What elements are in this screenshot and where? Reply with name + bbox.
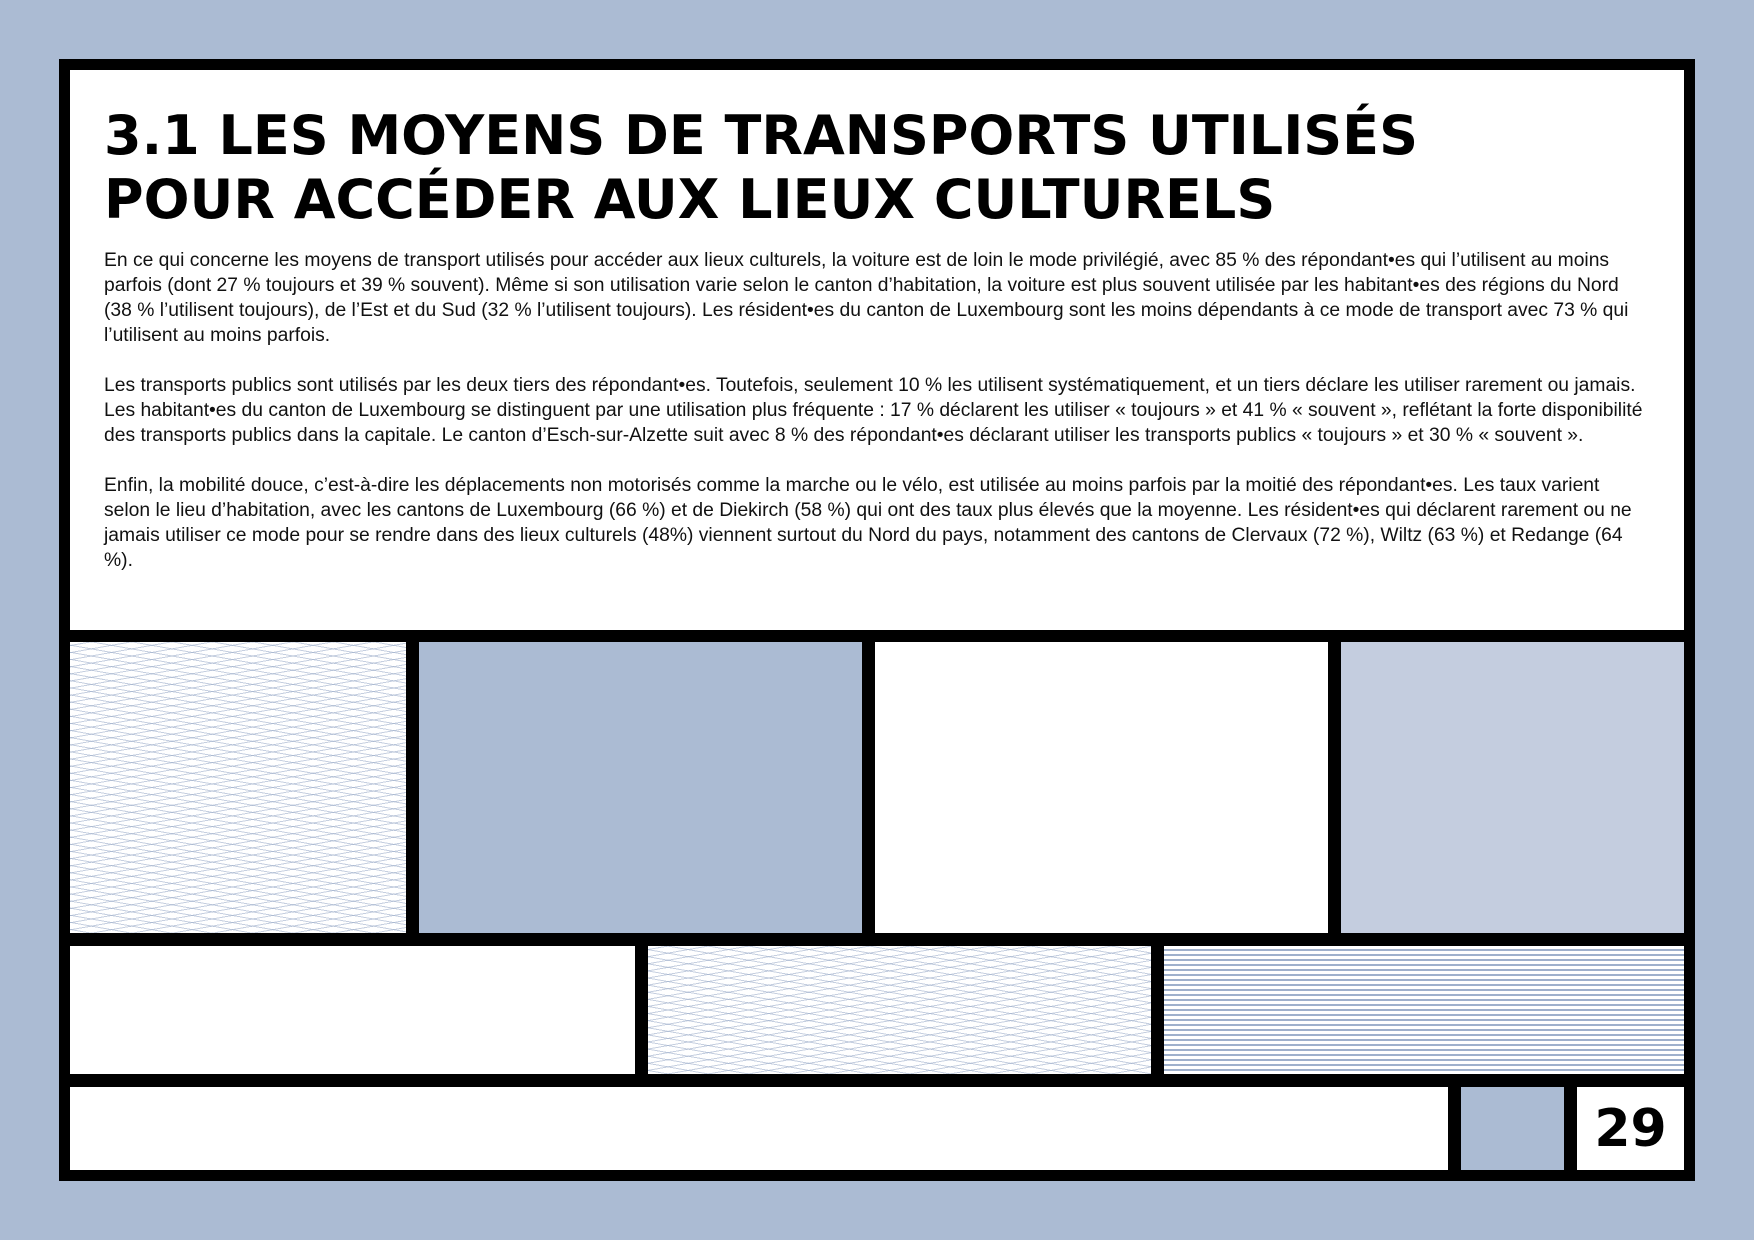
page-title-line-2: POUR ACCÉDER AUX LIEUX CULTURELS	[104, 168, 1276, 231]
paragraph-soft-mobility: Enfin, la mobilité douce, c’est-à-dire les déplacements non motorisés comme la marche ou le vélo, est utilisée au moins parfois par la moitié des répondant•es. Les taux varient selon le lieu d’habitation, avec les cantons de Luxembourg (66 %) et de Diekirch (58 %) qui ont des taux plus élevés que la moyenne. Les résident•es qui déclarent rarement ou ne jamais utiliser ce mode pour se rendre dans des lieux culturels (48%) viennent surtout du Nord du pays, notamment des cantons de Clervaux (72 %), Wiltz (63 %) et Redange (64 %).	[104, 475, 1632, 571]
paragraph-car: En ce qui concerne les moyens de transport utilisés pour accéder aux lieux culturels, la voiture est de loin le mode privilégié, avec 85 % des répondant•es qui l’utilisent au moins parfois (dont 27 % toujours et 39 % souvent). Même si son utilisation varie selon le canton d’habitation, la voiture est plus souvent utilisée par les habitant•es des régions du Nord (38 % l’utilisent toujours), de l’Est et du Sud (32 % l’utilisent toujours). Les résident•es du canton de Luxembourg sont les moins dépendants à ce mode de transport avec 73 % qui l’utilisent au moins parfois.	[104, 250, 1629, 346]
deco-block-wave-2	[648, 946, 1151, 1074]
deco-block-wave-1	[70, 642, 406, 933]
text-panel	[70, 70, 1684, 630]
page-frame	[59, 59, 1695, 1181]
deco-block-stripes	[1164, 946, 1684, 1074]
deco-block-white-3	[70, 1087, 1448, 1170]
deco-block-white-2	[70, 946, 635, 1074]
deco-block-blue-2	[1461, 1087, 1564, 1170]
deco-block-lightblue-1	[1341, 642, 1684, 933]
paragraph-public-transport: Les transports publics sont utilisés par les deux tiers des répondant•es. Toutefois, seulement 10 % les utilisent systématiquement, et un tiers déclare les utiliser rarement ou jamais. Les habitant•es du canton de Luxembourg se distinguent par une utilisation plus fréquente : 17 % déclarent les utiliser « toujours » et 41 % « souvent », reflétant la forte disponibilité des transports publics dans la capitale. Le canton d’Esch-sur-Alzette suit avec 8 % des répondant•es déclarant utiliser les transports publics « toujours » et 30 % « souvent ».	[104, 375, 1643, 446]
page-title	[104, 104, 1648, 232]
deco-block-white-1	[875, 642, 1328, 933]
page-number: 29	[1577, 1087, 1684, 1170]
page-title-line-1: 3.1 LES MOYENS DE TRANSPORTS UTILISÉS	[104, 104, 1418, 167]
deco-block-blue-1	[419, 642, 862, 933]
